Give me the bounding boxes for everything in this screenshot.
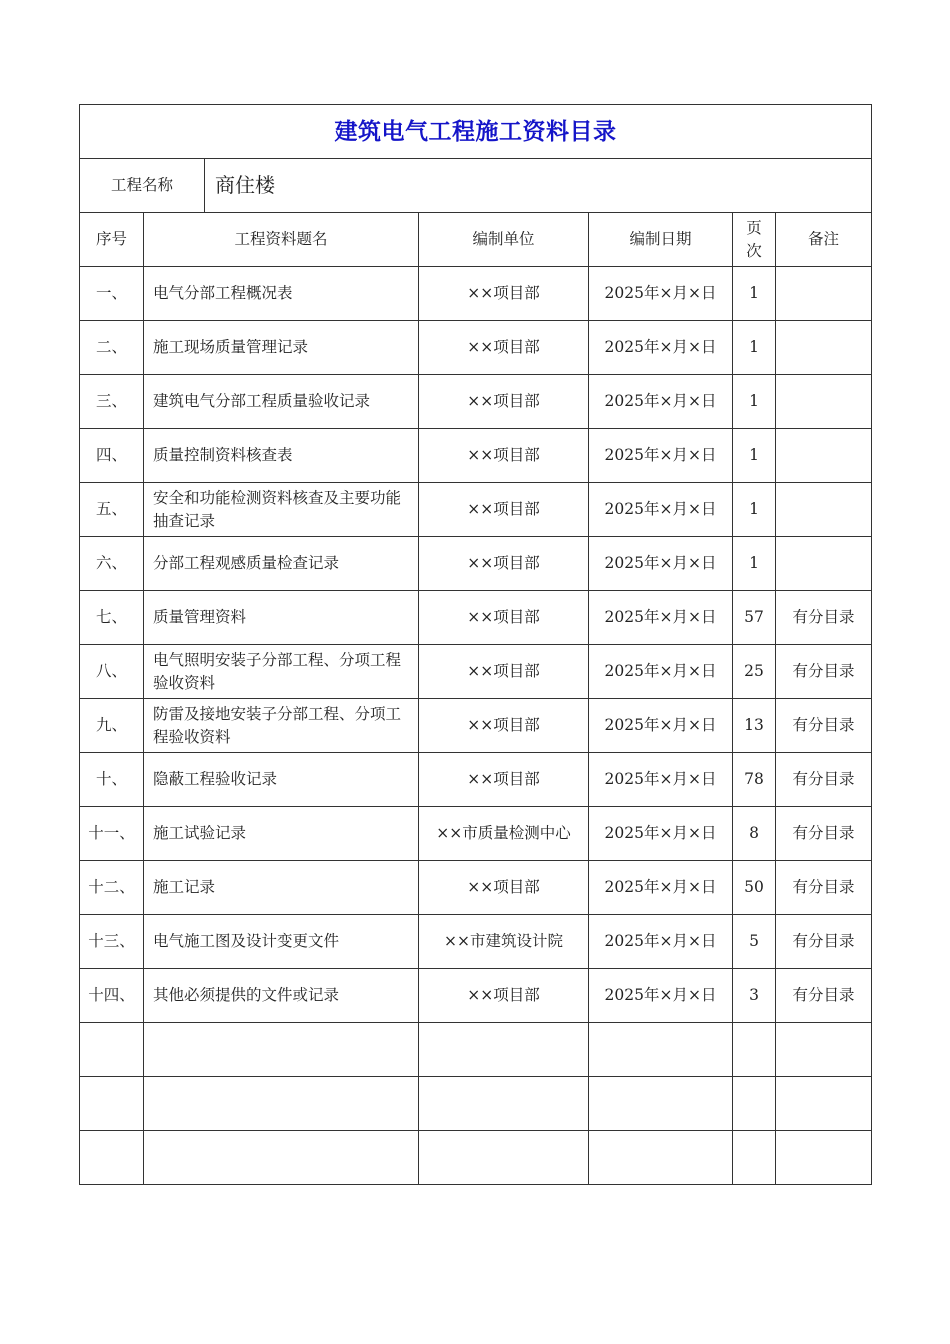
row-remark [776,1131,872,1185]
row-unit: ××项目部 [419,321,589,375]
row-unit: ××项目部 [419,753,589,807]
row-unit [419,1023,589,1077]
row-date: 2025年×月×日 [589,861,733,915]
row-pages: 1 [733,267,776,321]
table-row [80,699,872,753]
row-title: 安全和功能检测资料核查及主要功能抽查记录 [144,483,419,537]
table-row [80,483,872,537]
catalog-table [79,104,872,1185]
row-date: 2025年×月×日 [589,591,733,645]
table-row [80,645,872,699]
row-title: 施工试验记录 [144,807,419,861]
header-unit: 编制单位 [419,213,589,267]
row-title: 其他必须提供的文件或记录 [144,969,419,1023]
row-seq: 五、 [80,483,144,537]
project-name-label: 工程名称 [80,159,205,213]
row-remark [776,321,872,375]
row-title [144,1077,419,1131]
row-remark: 有分目录 [776,861,872,915]
row-seq: 八、 [80,645,144,699]
table-row [80,1131,872,1185]
row-remark: 有分目录 [776,699,872,753]
row-title [144,1023,419,1077]
row-unit: ××项目部 [419,267,589,321]
row-date: 2025年×月×日 [589,537,733,591]
row-unit [419,1077,589,1131]
row-remark: 有分目录 [776,807,872,861]
row-date: 2025年×月×日 [589,807,733,861]
row-pages: 8 [733,807,776,861]
row-date: 2025年×月×日 [589,267,733,321]
row-pages: 1 [733,321,776,375]
row-title: 施工记录 [144,861,419,915]
row-unit: ××项目部 [419,537,589,591]
title-row [80,105,872,159]
row-pages: 1 [733,429,776,483]
table-row [80,429,872,483]
row-remark [776,1023,872,1077]
row-date: 2025年×月×日 [589,699,733,753]
table-row [80,1023,872,1077]
header-remark: 备注 [776,213,872,267]
table-row [80,915,872,969]
row-title: 分部工程观感质量检查记录 [144,537,419,591]
row-date: 2025年×月×日 [589,645,733,699]
row-unit: ××市建筑设计院 [419,915,589,969]
row-pages: 25 [733,645,776,699]
table-row [80,1077,872,1131]
row-unit: ××项目部 [419,375,589,429]
row-title [144,1131,419,1185]
row-seq: 十一、 [80,807,144,861]
header-date: 编制日期 [589,213,733,267]
row-unit: ××市质量检测中心 [419,807,589,861]
row-remark: 有分目录 [776,753,872,807]
row-title: 施工现场质量管理记录 [144,321,419,375]
table-row [80,537,872,591]
row-remark [776,375,872,429]
header-seq: 序号 [80,213,144,267]
row-seq: 十四、 [80,969,144,1023]
table-row [80,591,872,645]
row-seq: 十二、 [80,861,144,915]
row-pages: 57 [733,591,776,645]
row-remark [776,429,872,483]
row-pages [733,1077,776,1131]
row-pages: 1 [733,375,776,429]
row-title: 电气分部工程概况表 [144,267,419,321]
table-row [80,861,872,915]
row-pages [733,1023,776,1077]
document-sheet [79,104,871,1185]
row-seq: 十三、 [80,915,144,969]
header-pages-line1: 页 [746,218,762,237]
row-unit: ××项目部 [419,645,589,699]
row-seq: 一、 [80,267,144,321]
row-date: 2025年×月×日 [589,321,733,375]
row-title: 质量控制资料核查表 [144,429,419,483]
table-row [80,969,872,1023]
row-remark [776,483,872,537]
row-remark: 有分目录 [776,969,872,1023]
project-name-value: 商住楼 [205,159,872,213]
row-title: 质量管理资料 [144,591,419,645]
table-row [80,321,872,375]
row-pages [733,1131,776,1185]
row-unit [419,1131,589,1185]
row-title: 电气施工图及设计变更文件 [144,915,419,969]
row-seq: 二、 [80,321,144,375]
row-seq: 四、 [80,429,144,483]
row-pages: 78 [733,753,776,807]
row-date: 2025年×月×日 [589,969,733,1023]
row-unit: ××项目部 [419,861,589,915]
row-pages: 5 [733,915,776,969]
document-title: 建筑电气工程施工资料目录 [80,105,872,159]
row-remark: 有分目录 [776,591,872,645]
table-row [80,807,872,861]
row-remark: 有分目录 [776,645,872,699]
row-pages: 3 [733,969,776,1023]
row-seq: 三、 [80,375,144,429]
header-name: 工程资料题名 [144,213,419,267]
header-pages [733,213,776,267]
row-pages: 13 [733,699,776,753]
row-date [589,1131,733,1185]
row-unit: ××项目部 [419,699,589,753]
row-date: 2025年×月×日 [589,753,733,807]
header-row [80,213,872,267]
row-remark: 有分目录 [776,915,872,969]
row-unit: ××项目部 [419,969,589,1023]
table-row [80,375,872,429]
row-remark [776,267,872,321]
row-unit: ××项目部 [419,483,589,537]
row-pages: 1 [733,537,776,591]
row-title: 隐蔽工程验收记录 [144,753,419,807]
row-seq: 七、 [80,591,144,645]
table-row [80,267,872,321]
row-seq: 十、 [80,753,144,807]
row-date [589,1023,733,1077]
row-pages: 50 [733,861,776,915]
row-title: 防雷及接地安装子分部工程、分项工程验收资料 [144,699,419,753]
row-date: 2025年×月×日 [589,915,733,969]
row-date: 2025年×月×日 [589,429,733,483]
row-pages: 1 [733,483,776,537]
row-title: 建筑电气分部工程质量验收记录 [144,375,419,429]
row-seq: 六、 [80,537,144,591]
table-row [80,753,872,807]
row-remark [776,537,872,591]
project-row [80,159,872,213]
row-seq [80,1023,144,1077]
row-date: 2025年×月×日 [589,375,733,429]
header-pages-line2: 次 [746,241,762,260]
row-title: 电气照明安装子分部工程、分项工程验收资料 [144,645,419,699]
row-date: 2025年×月×日 [589,483,733,537]
row-seq [80,1131,144,1185]
row-remark [776,1077,872,1131]
row-seq: 九、 [80,699,144,753]
row-unit: ××项目部 [419,591,589,645]
row-seq [80,1077,144,1131]
row-date [589,1077,733,1131]
row-unit: ××项目部 [419,429,589,483]
